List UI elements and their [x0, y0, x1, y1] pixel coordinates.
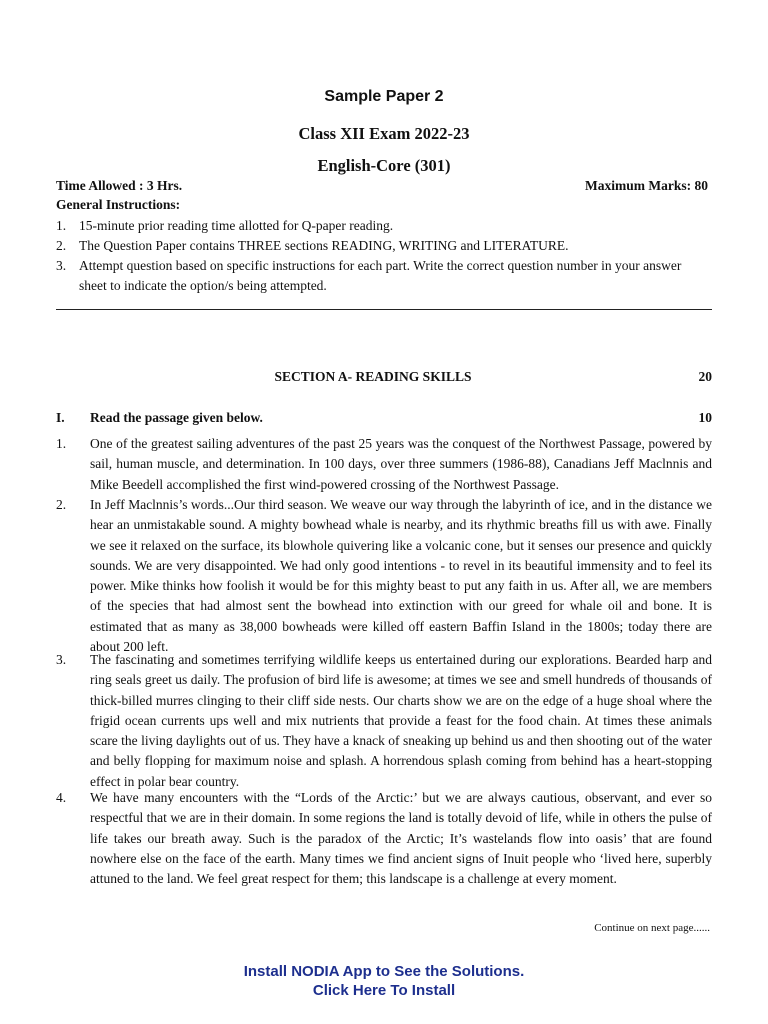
instructions-heading: General Instructions: [56, 197, 181, 212]
question-marks: 10 [698, 410, 712, 425]
paragraph-number: 1. [56, 436, 67, 451]
instructions-list [56, 216, 712, 296]
subject-name: English-Core (301) [317, 156, 451, 175]
section-title: SECTION A- READING SKILLS [274, 369, 472, 384]
question-number: I. [56, 410, 65, 425]
app-promo [0, 962, 768, 1000]
passage-paragraph [56, 788, 712, 889]
passage-paragraph [56, 650, 712, 792]
instruction-item [56, 216, 712, 236]
paragraph-number: 4. [56, 790, 67, 805]
click-to-install-link[interactable]: Click Here To Install [312, 982, 456, 999]
instruction-text: The Question Paper contains THREE sections READING, WRITING and LITERATURE. [79, 238, 569, 253]
paragraph-text: The fascinating and sometimes terrifying wildlife keeps us entertained during our explorations. Bearded harp and ring seals greet us daily. The profusion of bird life is awesome; at times we see and smell hundreds of thousands of thick-billed murres clinging to their cliff side nests. Our charts show we are on the edge of a huge shoal where the frigid ocean currents ups well and mix nutrients that provide a feast for the food chain. At times these animals scare the living daylights out of us. They have a knack of sneaking up behind us and then shooting out of the water and belly flopping for maximum noise and splash. A horrendous splash coming from behind has a heart-stopping effect in polar bear country. [90, 652, 712, 789]
divider [56, 309, 712, 310]
paper-title: Sample Paper 2 [324, 88, 444, 105]
instruction-text: Attempt question based on specific instructions for each part. Write the correct question number in your answer sheet to indicate the option/s being attempted. [79, 258, 682, 293]
paragraph-text: We have many encounters with the “Lords of the Arctic:’ but we are always cautious, observant, and ever so respectful that we are in their domain. In some regions the land is totally devoid of life, while in others the pulse of life takes our breath away. Such is the paradox of the Arctic; It’s wastelands flow into oasis’ that are found nowhere else on the face of the earth. Many times we find ancient signs of Inuit people who ‘lived here, superbly attuned to the land. We feel great respect for them; this landscape is a challenge at every moment. [90, 790, 712, 887]
paragraph-number: 3. [56, 652, 67, 667]
paragraph-text: In Jeff Maclnnis’s words...Our third season. We weave our way through the labyrinth of ice, and in the distance we hear an unmistakable sound. A mighty bowhead whale is nearby, and its rhythmic breaths fill us with awe. Finally we see it relaxed on the surface, its blowhole quivering like a volcanic cone, but it senses our presence and quickly sounds. We are very disappointed. We had only good intentions - to revel in its beautiful immensity and to feel its power. Mike thinks how foolish it would be for this mighty beast to put any faith in us. After all, we are members of the species that had almost sent the bowhead into extinction with our greed for whale oil and bone. It is estimated that as many as 38,000 bowheads were killed off eastern Baffin Island in the 1800s; today there are about 200 left. [90, 497, 712, 655]
passage-paragraph [56, 434, 712, 495]
paragraph-text: One of the greatest sailing adventures of the past 25 years was the conquest of the Northwest Passage, powered by sail, human muscle, and determination. In 100 days, over three summers (1986-88), Canadians Jeff Maclnnis and Mike Beedell accomplished the first wind-powered crossing of the Northwest Passage. [90, 436, 712, 492]
paragraph-number: 2. [56, 497, 67, 512]
exam-meta [56, 178, 708, 194]
passage-paragraph [56, 495, 712, 657]
exam-name: Class XII Exam 2022-23 [298, 124, 470, 143]
section-marks: 20 [698, 369, 712, 384]
question-text: Read the passage given below. [90, 410, 263, 425]
install-app-link[interactable]: Install NODIA App to See the Solutions. [243, 963, 525, 980]
instruction-number: 2. [56, 238, 67, 253]
instruction-text: 15-minute prior reading time allotted for Q-paper reading. [79, 218, 394, 233]
maximum-marks: Maximum Marks: 80 [585, 178, 708, 193]
time-allowed: Time Allowed : 3 Hrs. [56, 178, 183, 193]
instruction-number: 3. [56, 258, 67, 273]
instruction-item [56, 256, 712, 296]
instruction-number: 1. [56, 218, 67, 233]
instruction-item [56, 236, 712, 256]
continue-note: Continue on next page...... [594, 922, 710, 934]
